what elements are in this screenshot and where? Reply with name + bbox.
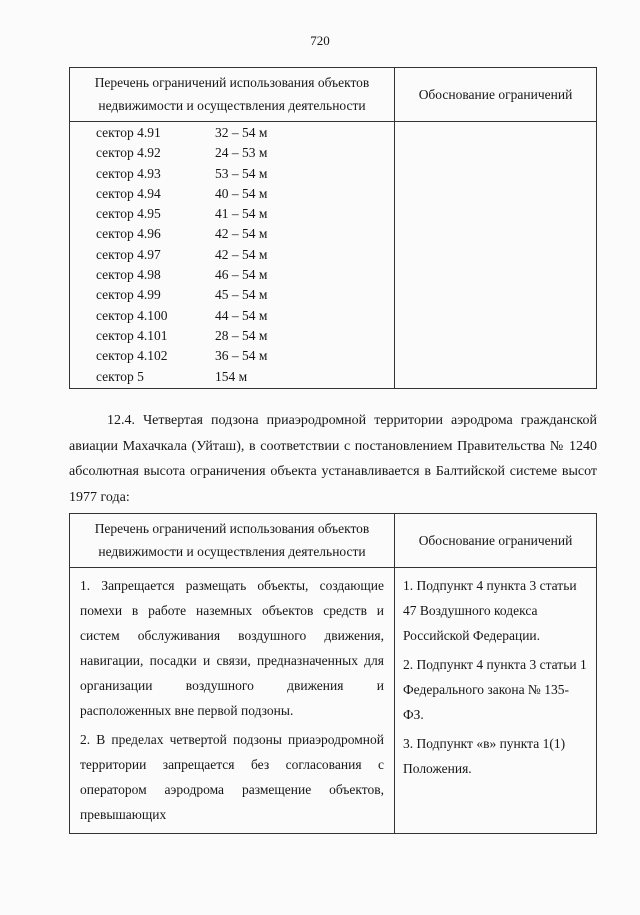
sector-height-range: 46 – 54 м bbox=[215, 267, 268, 283]
page-number: 720 bbox=[310, 33, 330, 48]
sector-name: сектор 4.101 bbox=[96, 327, 168, 343]
sector-height-range: 154 м bbox=[215, 368, 248, 384]
sector-name: сектор 4.97 bbox=[96, 246, 161, 262]
sector-row bbox=[70, 265, 394, 285]
sector-height-range: 42 – 54 м bbox=[215, 246, 268, 262]
table-header-justification: Обоснование ограничений bbox=[395, 514, 597, 568]
sector-list bbox=[70, 123, 394, 387]
sector-name: сектор 4.96 bbox=[96, 226, 161, 242]
sector-row bbox=[70, 367, 394, 387]
sector-row bbox=[70, 204, 394, 224]
sector-row bbox=[70, 184, 394, 204]
table-header-row bbox=[70, 68, 597, 122]
sector-row bbox=[70, 143, 394, 163]
sector-height-range: 32 – 54 м bbox=[215, 125, 268, 140]
sector-name: сектор 4.92 bbox=[96, 145, 161, 161]
restriction-item: 2. В пределах четвертой подзоны приаэродромной территории запрещается без согласования с оператором аэродрома размещение объектов, превышающих bbox=[80, 732, 384, 822]
sector-name: сектор 4.93 bbox=[96, 165, 161, 181]
sector-row bbox=[70, 326, 394, 346]
sector-height-range: 40 – 54 м bbox=[215, 185, 268, 201]
justification-item: 2. Подпункт 4 пункта 3 статьи 1 Федерального закона № 135-ФЗ. bbox=[403, 657, 587, 722]
sector-height-range: 53 – 54 м bbox=[215, 165, 268, 181]
sector-row bbox=[70, 224, 394, 244]
sector-height-range: 42 – 54 м bbox=[215, 226, 268, 242]
section-paragraph bbox=[69, 408, 597, 510]
table-body-row bbox=[70, 568, 597, 834]
sector-row bbox=[70, 346, 394, 366]
table-body-row bbox=[70, 122, 597, 389]
sector-height-range: 44 – 54 м bbox=[215, 307, 268, 323]
sector-row bbox=[70, 285, 394, 305]
sector-name: сектор 4.99 bbox=[96, 287, 161, 303]
sector-height-range: 28 – 54 м bbox=[215, 327, 268, 343]
restrictions-cell bbox=[70, 568, 395, 834]
sector-restrictions-table bbox=[69, 67, 597, 389]
restrictions-table bbox=[69, 513, 597, 834]
sector-name: сектор 4.95 bbox=[96, 206, 161, 222]
sector-name: сектор 4.102 bbox=[96, 348, 168, 364]
sector-list-cell bbox=[70, 122, 395, 389]
table-header-restrictions: Перечень ограничений использования объектов недвижимости и осуществления деятельности bbox=[70, 514, 395, 568]
sector-name: сектор 4.94 bbox=[96, 185, 161, 201]
sector-name: сектор 4.98 bbox=[96, 267, 161, 283]
justification-cell-empty bbox=[395, 122, 597, 389]
sector-row bbox=[70, 123, 394, 143]
restriction-item: 1. Запрещается размещать объекты, создающие помехи в работе наземных объектов средств и систем обслуживания воздушного движения, навигации, посадки и связи, предназначенных для организации воздушного движения и расположенных вне первой подзоны. bbox=[80, 578, 384, 718]
table-header-restrictions: Перечень ограничений использования объектов недвижимости и осуществления деятельности bbox=[70, 68, 395, 122]
sector-row bbox=[70, 164, 394, 184]
sector-row bbox=[70, 306, 394, 326]
paragraph-text: 12.4. Четвертая подзона приаэродромной территории аэродрома гражданской авиации Махачкала (Уйташ), в соответствии с постановлением Правительства № 1240 абсолютная высота ограничения объекта устанавливается в Балтийской системе высот 1977 года: bbox=[69, 413, 597, 505]
sector-height-range: 24 – 53 м bbox=[215, 145, 268, 161]
sector-name: сектор 5 bbox=[96, 368, 144, 384]
sector-height-range: 36 – 54 м bbox=[215, 348, 268, 364]
sector-name: сектор 4.100 bbox=[96, 307, 168, 323]
table-header-justification: Обоснование ограничений bbox=[395, 68, 597, 122]
justification-item: 3. Подпункт «в» пункта 1(1) Положения. bbox=[403, 736, 566, 776]
justifications-cell bbox=[395, 568, 597, 834]
sector-height-range: 41 – 54 м bbox=[215, 206, 268, 222]
table-header-row bbox=[70, 514, 597, 568]
sector-name: сектор 4.91 bbox=[96, 125, 161, 140]
sector-row bbox=[70, 245, 394, 265]
sector-height-range: 45 – 54 м bbox=[215, 287, 268, 303]
justification-item: 1. Подпункт 4 пункта 3 статьи 47 Воздушного кодекса Российской Федерации. bbox=[403, 578, 577, 643]
